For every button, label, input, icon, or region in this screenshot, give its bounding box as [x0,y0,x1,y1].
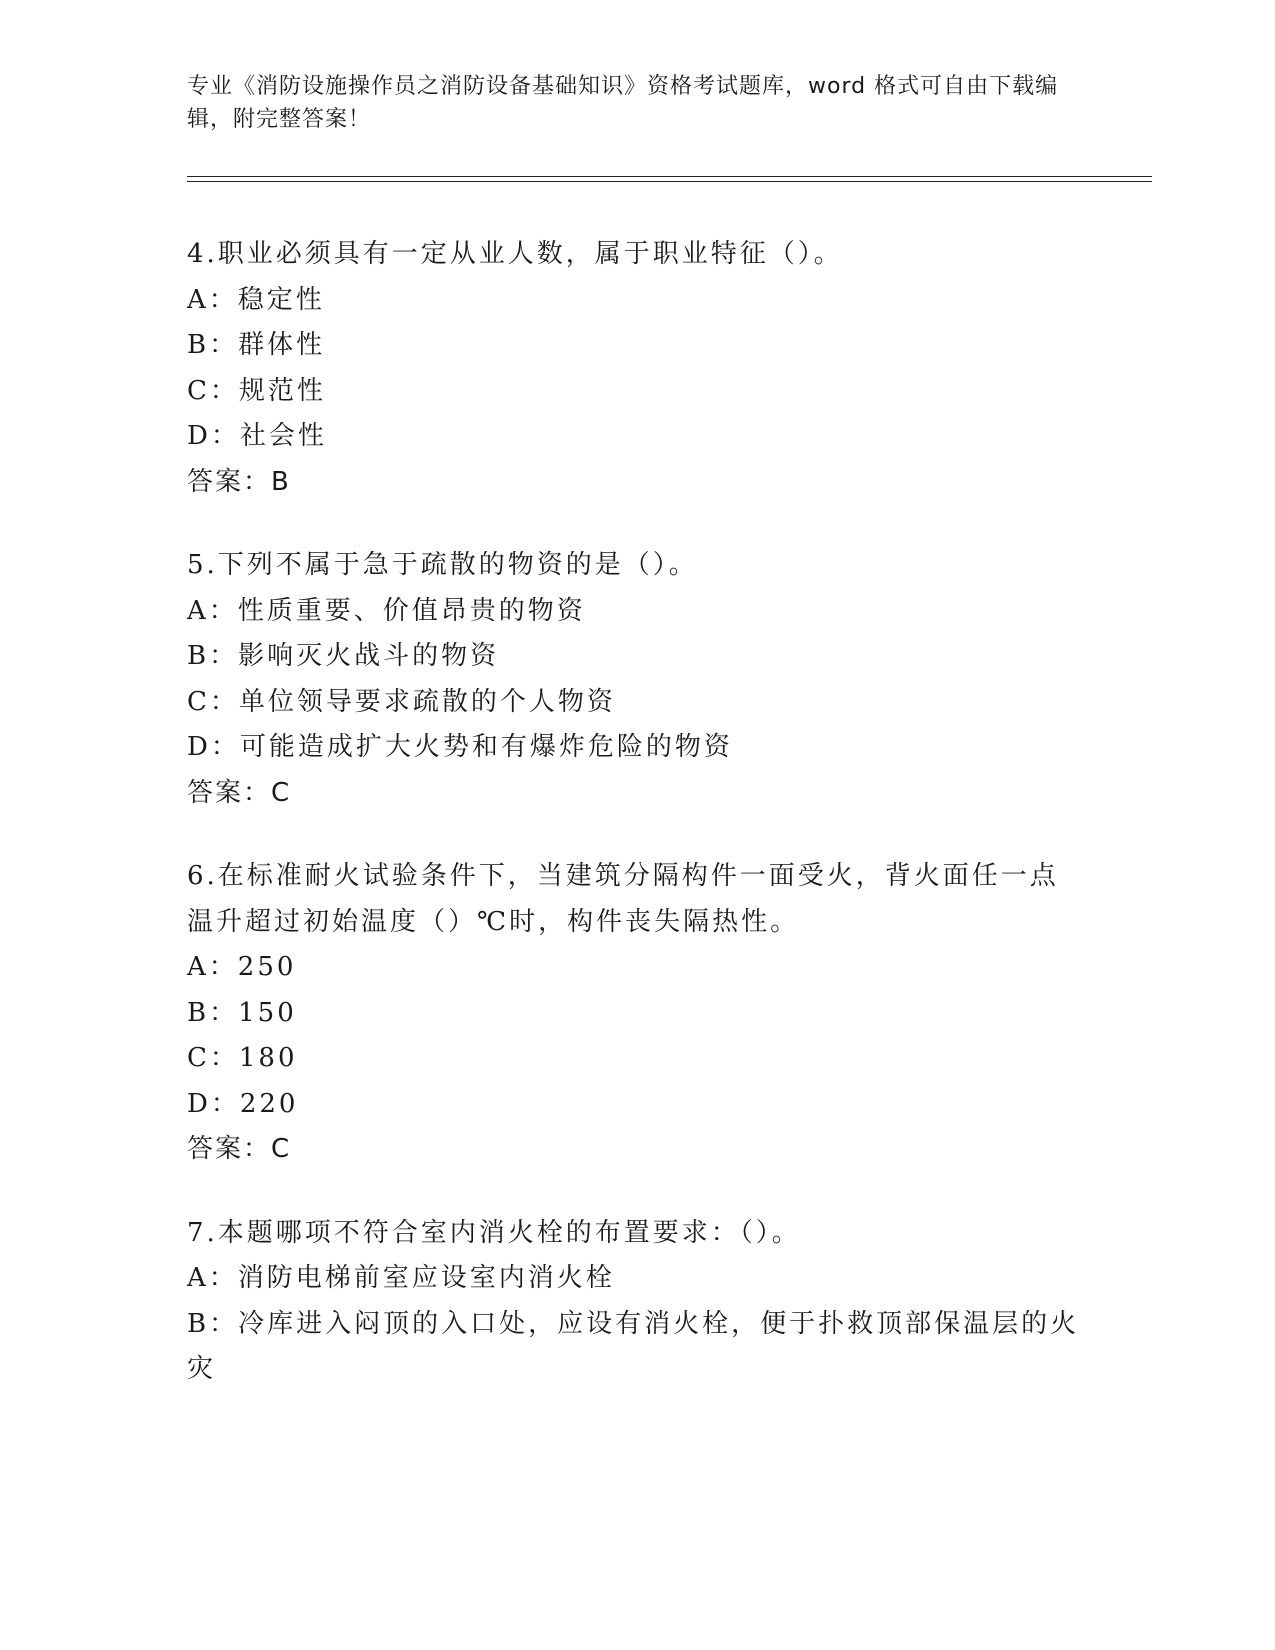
question-list [187,232,1087,1431]
option-b: B：群体性 [187,330,326,360]
option-c: C：单位领导要求疏散的个人物资 [187,686,616,717]
option-b: B：150 [187,997,297,1028]
option-c: C：180 [187,1043,298,1073]
header-divider [187,176,1152,182]
option-d: D：社会性 [187,421,327,451]
option-d: D：可能造成扩大火势和有爆炸危险的物资 [187,732,733,762]
question-stem: 5.下列不属于急于疏散的物资的是（）。 [187,550,698,580]
question-6 [187,854,1087,1173]
option-c: C：规范性 [187,375,326,406]
header-intro-text: 专业《消防设施操作员之消防设备基础知识》资格考试题库，word 格式可自由下载编辑，附完整答案！ [187,74,1059,132]
option-a: A：消防电梯前室应设室内消火栓 [187,1263,615,1293]
option-a: A：性质重要、价值昂贵的物资 [187,595,586,626]
option-d: D：220 [187,1088,299,1119]
answer-line: 答案：B [187,466,291,497]
option-a: A：稳定性 [187,284,325,315]
question-4 [187,232,1087,505]
option-b: B：影响灭火战斗的物资 [187,641,500,671]
option-b-line-2: 灾 [187,1354,217,1384]
answer-line: 答案：C [187,777,292,808]
question-stem-line-1: 6.在标准耐火试验条件下，当建筑分隔构件一面受火，背火面任一点 [187,861,1059,891]
question-stem-line-2: 温升超过初始温度（）℃时，构件丧失隔热性。 [187,906,800,937]
question-stem: 4.职业必须具有一定从业人数，属于职业特征（）。 [187,239,843,269]
answer-line: 答案：C [187,1134,292,1164]
option-a: A：250 [187,952,297,982]
question-stem: 7.本题哪项不符合室内消火栓的布置要求：（）。 [187,1217,801,1248]
option-b-line-1: B：冷库进入闷顶的入口处，应设有消火栓，便于扑救顶部保温层的火 [187,1308,1080,1339]
question-5 [187,543,1087,816]
question-7 [187,1211,1087,1393]
document-header [187,70,1067,136]
